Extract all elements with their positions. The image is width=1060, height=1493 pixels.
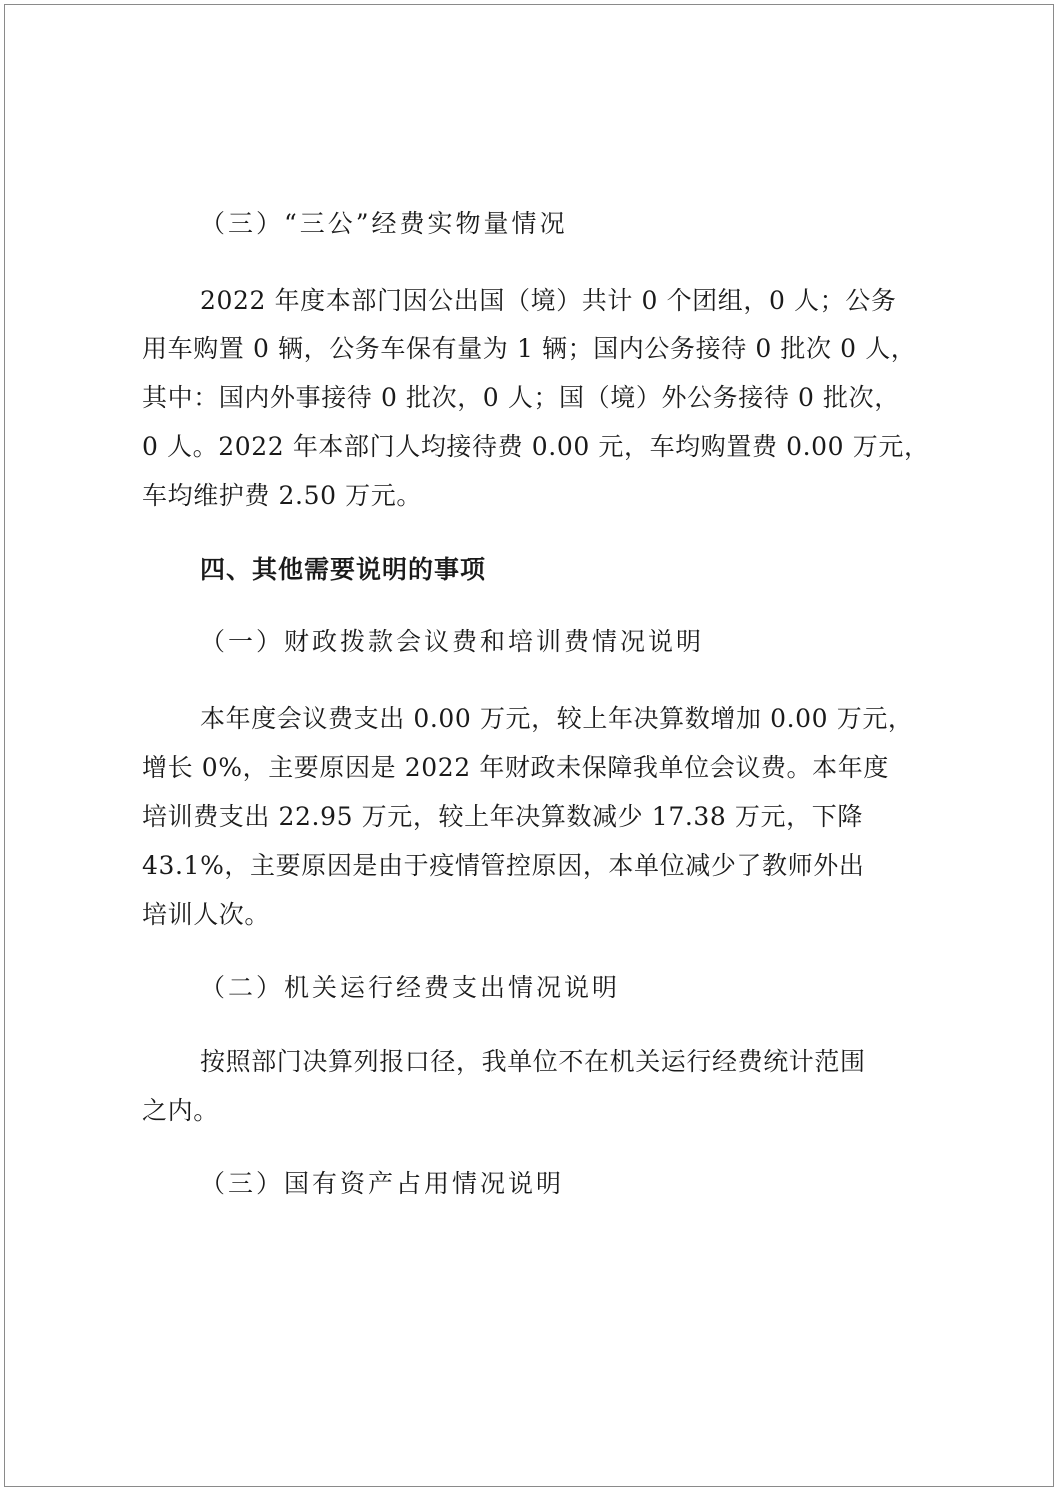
paragraph-line: 本年度会议费支出 0.00 万元，较上年决算数增加 0.00 万元， bbox=[200, 704, 914, 733]
heading-other-matters: 四、其他需要说明的事项 bbox=[200, 555, 487, 584]
paragraph-line: 43.1%，主要原因是由于疫情管控原因，本单位减少了教师外出 bbox=[142, 851, 865, 880]
paragraph-line: 之内。 bbox=[142, 1096, 219, 1125]
paragraph-line: 车均维护费 2.50 万元。 bbox=[142, 481, 422, 510]
heading-meeting-training: （一）财政拨款会议费和培训费情况说明 bbox=[200, 627, 705, 656]
paragraph-line: 其中：国内外事接待 0 批次，0 人；国（境）外公务接待 0 批次， bbox=[142, 383, 900, 412]
paragraph-line: 培训人次。 bbox=[142, 900, 271, 929]
paragraph-line: 用车购置 0 辆，公务车保有量为 1 辆；国内公务接待 0 批次 0 人， bbox=[142, 334, 917, 363]
paragraph-line: 培训费支出 22.95 万元，较上年决算数减少 17.38 万元，下降 bbox=[142, 802, 863, 831]
paragraph-line: 按照部门决算列报口径，我单位不在机关运行经费统计范围 bbox=[200, 1047, 866, 1076]
heading-state-assets: （三）国有资产占用情况说明 bbox=[200, 1169, 565, 1198]
heading-sangong-physical: （三）“三公”经费实物量情况 bbox=[200, 209, 568, 238]
paragraph-line: 增长 0%，主要原因是 2022 年财政未保障我单位会议费。本年度 bbox=[142, 753, 889, 782]
paragraph-line: 0 人。2022 年本部门人均接待费 0.00 元，车均购置费 0.00 万元， bbox=[142, 432, 930, 461]
paragraph-line: 2022 年度本部门因公出国（境）共计 0 个团组，0 人；公务 bbox=[200, 286, 897, 315]
heading-operating-expenses: （二）机关运行经费支出情况说明 bbox=[200, 973, 621, 1002]
